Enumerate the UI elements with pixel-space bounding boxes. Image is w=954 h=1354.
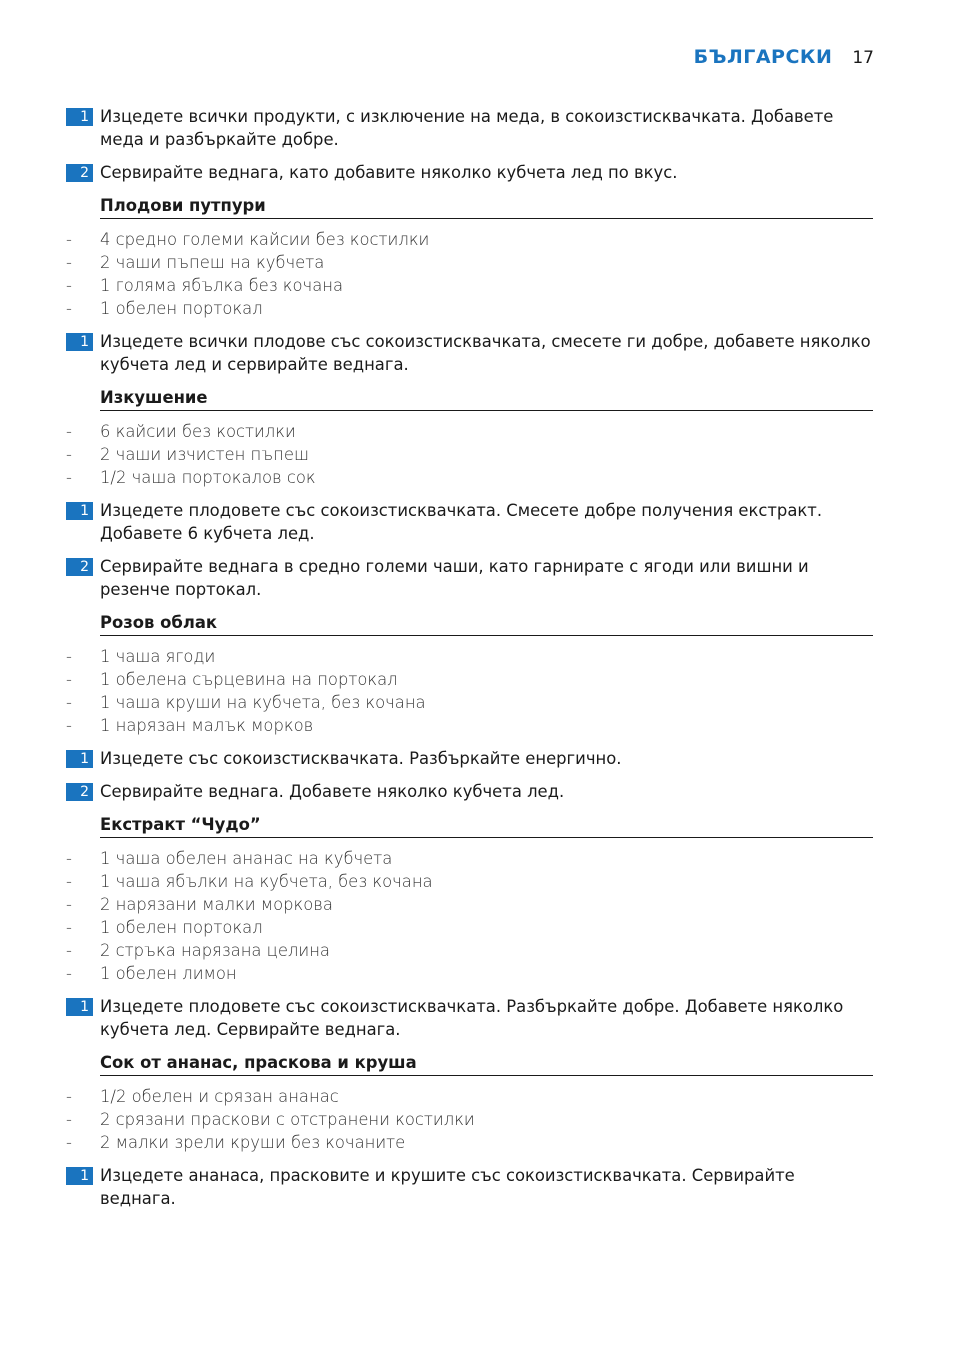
dash-bullet: - [66, 445, 72, 464]
ingredient-item [66, 466, 873, 489]
page-number: 17 [852, 48, 874, 68]
step-text: Изцедете всички продукти, с изключение на меда, в сокоизстисквачката. Добавете меда и разбъркайте добре. [100, 107, 834, 149]
instruction-step [66, 995, 873, 1041]
recipe-title: Екстракт “Чудо” [100, 813, 873, 838]
ingredient-text: 4 средно големи кайсии без костилки [100, 230, 430, 249]
ingredient-item [66, 1131, 873, 1154]
ingredient-item [66, 870, 873, 893]
recipe-title: Изкушение [100, 386, 873, 411]
dash-bullet: - [66, 276, 72, 295]
step-number-badge: 1 [66, 502, 93, 520]
dash-bullet: - [66, 468, 72, 487]
step-text: Изцедете всички плодове със сокоизстисквачката, смесете ги добре, добавете няколко кубчета лед и сервирайте веднага. [100, 332, 871, 374]
page-header [694, 46, 874, 68]
dash-bullet: - [66, 253, 72, 272]
instruction-step [66, 780, 873, 803]
ingredient-text: 1 обелен лимон [100, 964, 237, 983]
step-text: Изцедете плодовете със сокоизстисквачката. Разбъркайте добре. Добавете няколко кубчета лед. Сервирайте веднага. [100, 997, 844, 1039]
instruction-step [66, 105, 873, 151]
ingredient-item [66, 893, 873, 916]
ingredient-item [66, 443, 873, 466]
instruction-step [66, 330, 873, 376]
dash-bullet: - [66, 299, 72, 318]
dash-bullet: - [66, 941, 72, 960]
ingredient-text: 1 обелена сърцевина на портокал [100, 670, 398, 689]
ingredient-list [66, 228, 873, 320]
dash-bullet: - [66, 647, 72, 666]
ingredient-item [66, 962, 873, 985]
recipe-title: Сок от ананас, праскова и круша [100, 1051, 873, 1076]
step-text: Сервирайте веднага, като добавите няколко кубчета лед по вкус. [100, 163, 678, 182]
ingredient-text: 2 малки зрели круши без кочаните [100, 1133, 406, 1152]
ingredient-text: 1 чаша круши на кубчета, без кочана [100, 693, 426, 712]
ingredient-text: 1 обелен портокал [100, 299, 263, 318]
ingredient-text: 2 срязани праскови с отстранени костилки [100, 1110, 475, 1129]
instruction-step [66, 747, 873, 770]
instruction-step [66, 555, 873, 601]
step-number-badge: 1 [66, 333, 93, 351]
ingredient-text: 1 чаша обелен ананас на кубчета [100, 849, 393, 868]
ingredient-item [66, 645, 873, 668]
ingredient-text: 2 чаши пъпеш на кубчета [100, 253, 325, 272]
dash-bullet: - [66, 918, 72, 937]
instruction-step [66, 161, 873, 184]
ingredient-text: 2 чаши изчистен пъпеш [100, 445, 309, 464]
step-text: Изцедете със сокоизстисквачката. Разбъркайте енергично. [100, 749, 622, 768]
ingredient-text: 1 обелен портокал [100, 918, 263, 937]
ingredient-text: 1/2 обелен и срязан ананас [100, 1087, 339, 1106]
step-text: Изцедете плодовете със сокоизстисквачката. Смесете добре получения екстракт. Добавете 6 кубчета лед. [100, 501, 823, 543]
language-label: БЪЛГАРСКИ [693, 46, 833, 68]
dash-bullet: - [66, 693, 72, 712]
instruction-step [66, 499, 873, 545]
ingredient-text: 2 нарязани малки моркова [100, 895, 333, 914]
dash-bullet: - [66, 964, 72, 983]
step-number-badge: 2 [66, 164, 93, 182]
dash-bullet: - [66, 716, 72, 735]
ingredient-item [66, 668, 873, 691]
step-number-badge: 1 [66, 998, 93, 1016]
step-text: Изцедете ананаса, прасковите и крушите със сокоизстисквачката. Сервирайте веднага. [100, 1166, 795, 1208]
dash-bullet: - [66, 1087, 72, 1106]
ingredient-item [66, 1085, 873, 1108]
dash-bullet: - [66, 872, 72, 891]
dash-bullet: - [66, 230, 72, 249]
ingredient-text: 1 нарязан малък морков [100, 716, 314, 735]
step-number-badge: 1 [66, 1167, 93, 1185]
ingredient-text: 2 стръка нарязана целина [100, 941, 330, 960]
dash-bullet: - [66, 1110, 72, 1129]
ingredient-list [66, 847, 873, 985]
instruction-step [66, 1164, 873, 1210]
ingredient-item [66, 939, 873, 962]
ingredient-item [66, 916, 873, 939]
document-body [66, 105, 873, 1220]
step-text: Сервирайте веднага в средно големи чаши, като гарнирате с ягоди или вишни и резенче портокал. [100, 557, 809, 599]
ingredient-list [66, 420, 873, 489]
ingredient-text: 1 голяма ябълка без кочана [100, 276, 344, 295]
ingredient-list [66, 645, 873, 737]
ingredient-text: 1 чаша ябълки на кубчета, без кочана [100, 872, 433, 891]
ingredient-item [66, 420, 873, 443]
ingredient-text: 1/2 чаша портокалов сок [100, 468, 316, 487]
step-number-badge: 1 [66, 750, 93, 768]
ingredient-text: 1 чаша ягоди [100, 647, 216, 666]
dash-bullet: - [66, 670, 72, 689]
ingredient-item [66, 847, 873, 870]
dash-bullet: - [66, 422, 72, 441]
ingredient-item [66, 274, 873, 297]
dash-bullet: - [66, 1133, 72, 1152]
ingredient-item [66, 228, 873, 251]
dash-bullet: - [66, 895, 72, 914]
step-text: Сервирайте веднага. Добавете няколко кубчета лед. [100, 782, 565, 801]
ingredient-item [66, 1108, 873, 1131]
ingredient-list [66, 1085, 873, 1154]
ingredient-item [66, 714, 873, 737]
ingredient-item [66, 251, 873, 274]
step-number-badge: 2 [66, 783, 93, 801]
step-number-badge: 2 [66, 558, 93, 576]
dash-bullet: - [66, 849, 72, 868]
ingredient-item [66, 691, 873, 714]
recipe-title: Розов облак [100, 611, 873, 636]
ingredient-text: 6 кайсии без костилки [100, 422, 296, 441]
ingredient-item [66, 297, 873, 320]
recipe-title: Плодови путпури [100, 194, 873, 219]
step-number-badge: 1 [66, 108, 93, 126]
